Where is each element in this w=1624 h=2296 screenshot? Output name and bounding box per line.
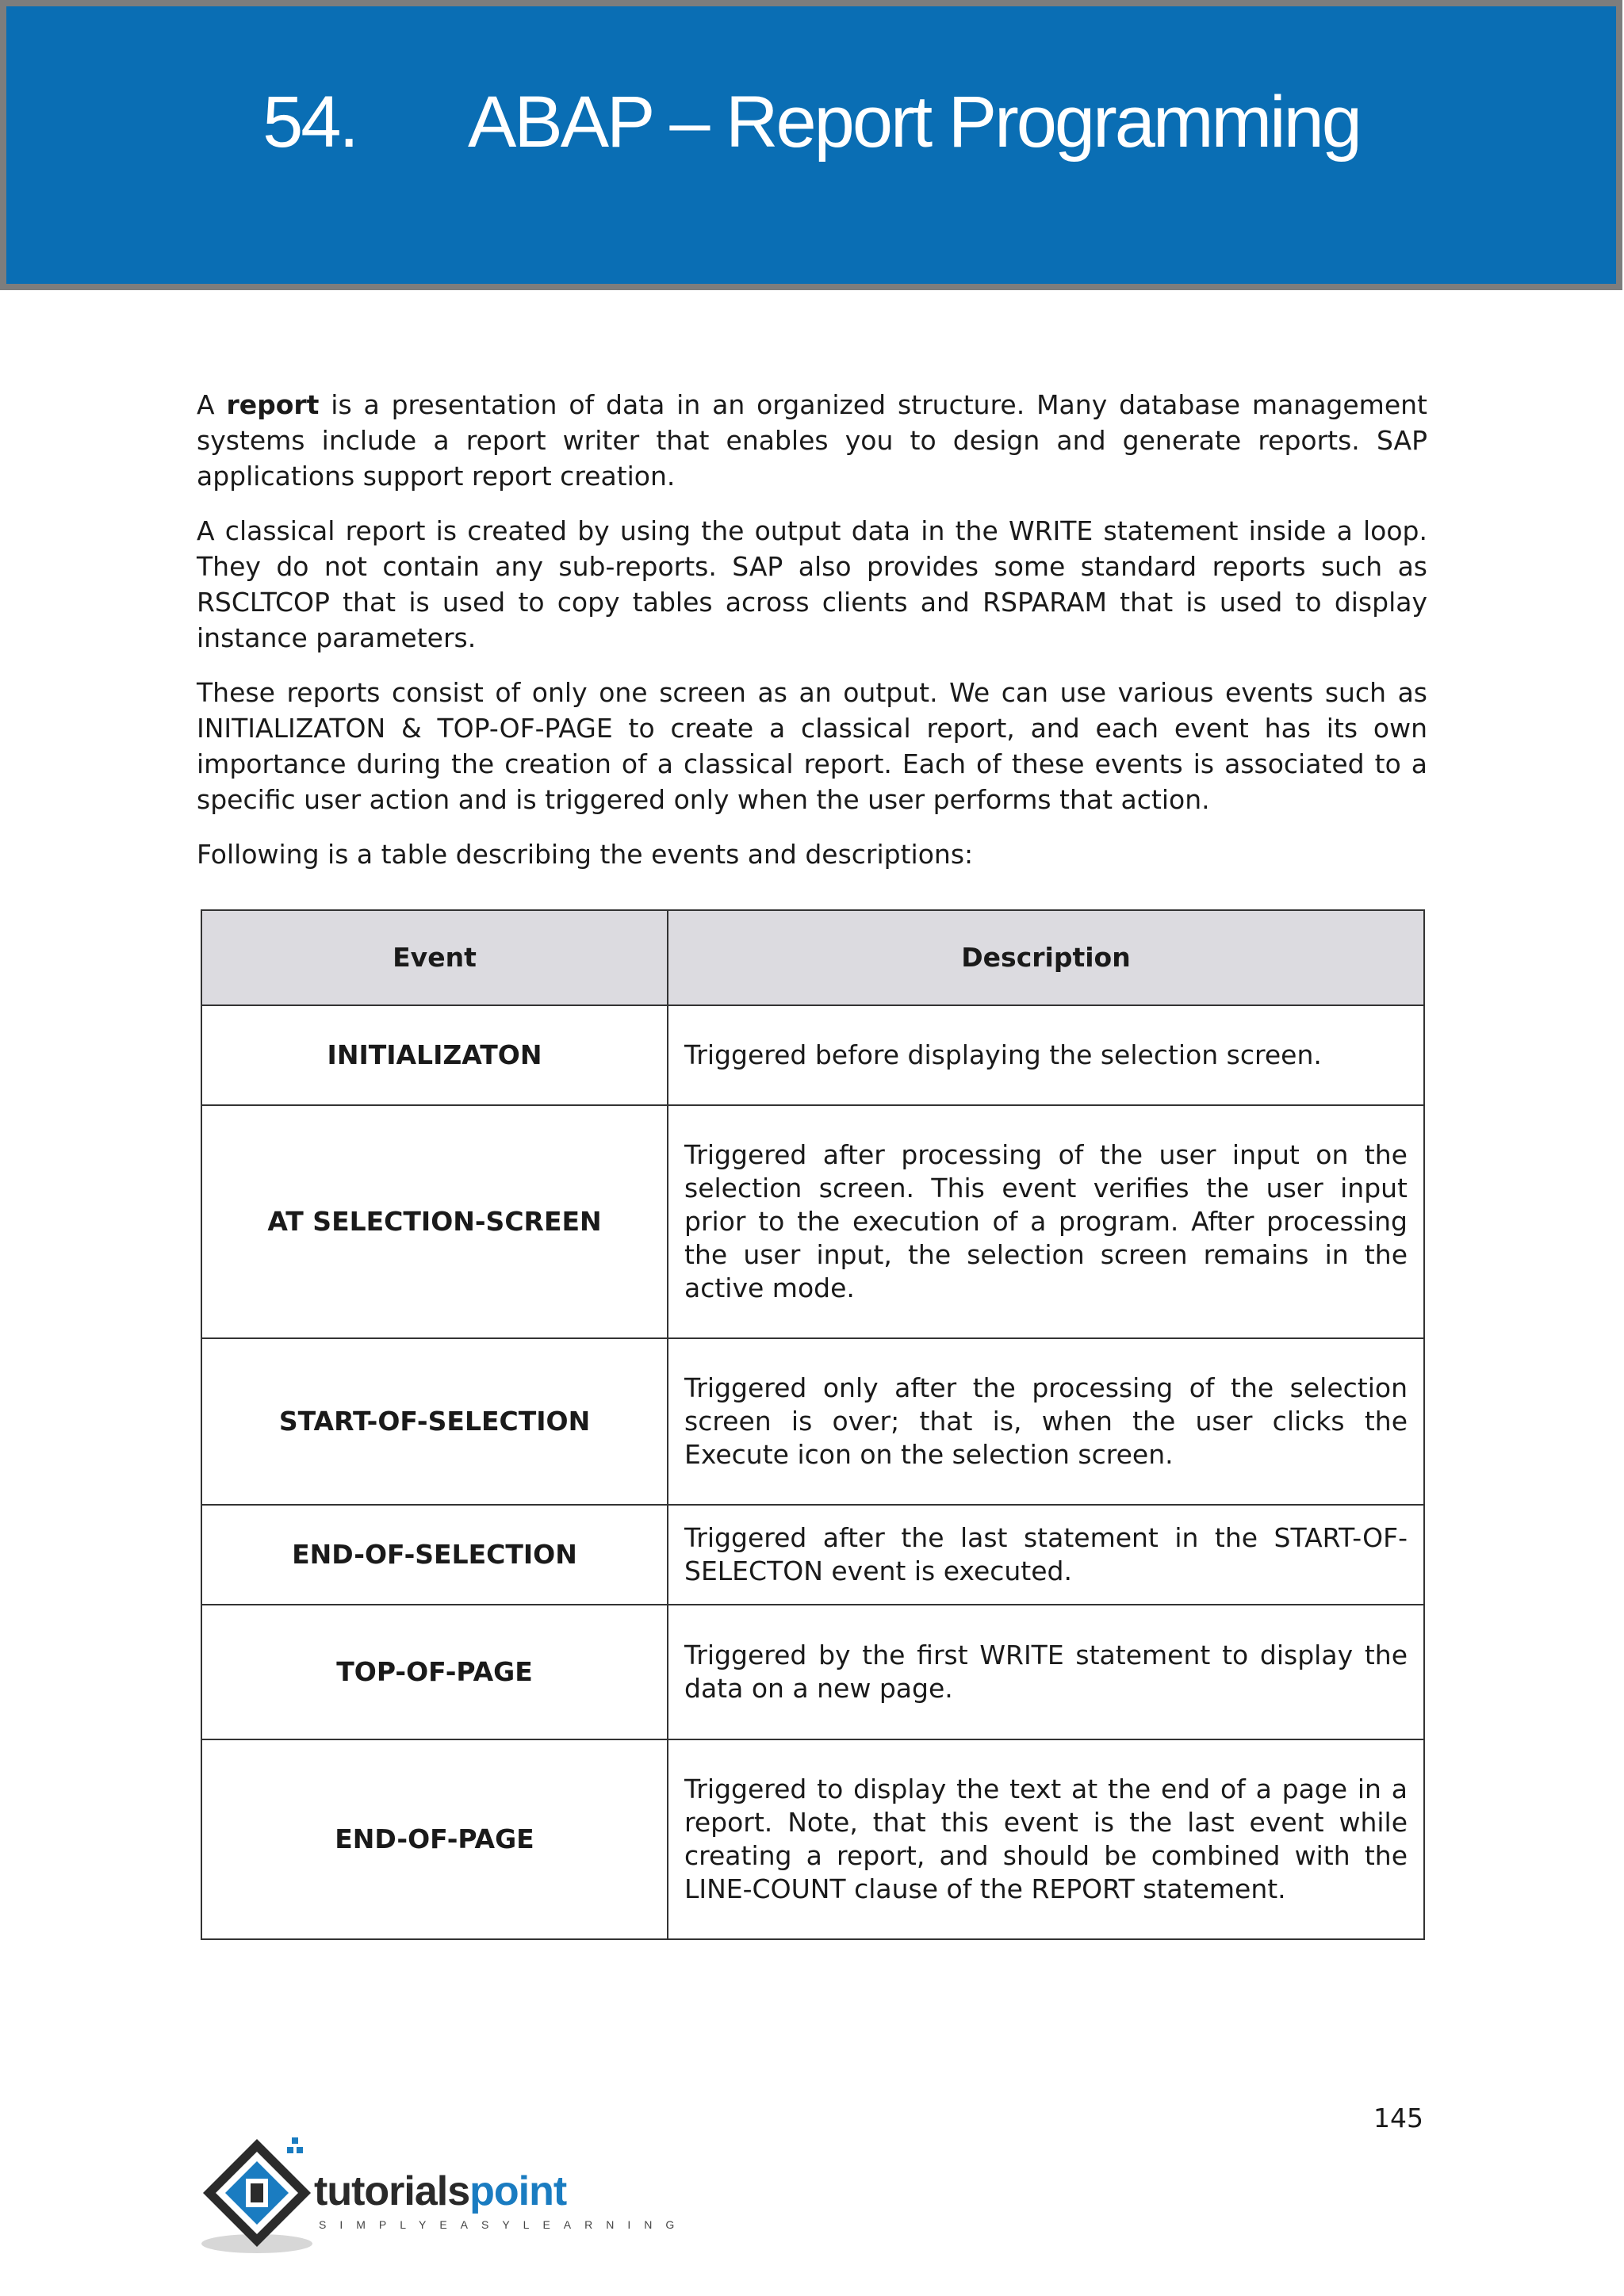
events-table [201, 909, 1425, 1940]
table-row [201, 1338, 1424, 1505]
table-row [201, 1739, 1424, 1939]
table-header-row [201, 910, 1424, 1005]
logo-word-main: tutorials [314, 2168, 470, 2214]
chapter-heading [6, 82, 1616, 163]
intro-paragraph-4: Following is a table describing the events and descriptions: [197, 839, 974, 870]
intro-paragraph-2: A classical report is created by using the output data in the WRITE statement inside a loop. They do not contain any sub-reports. SAP also provides some standard reports such as RSCLTCOP that is used to copy tables across clients and RSPARAM that is used to display instance parameters. [197, 515, 1427, 653]
description-cell: Triggered after the last statement in the START-OF-SELECTON event is executed. [668, 1505, 1424, 1605]
chapter-number: 54. [262, 82, 357, 163]
intro-paragraph-1 [197, 387, 1427, 494]
tutorialspoint-logo [193, 2133, 688, 2260]
intro-content [197, 387, 1427, 891]
description-cell: Triggered only after the processing of the selection screen is over; that is, when the user clicks the Execute icon on the selection screen. [668, 1338, 1424, 1505]
description-cell: Triggered before displaying the selection screen. [668, 1005, 1424, 1105]
description-cell: Triggered after processing of the user input on the selection screen. This event verifies the user input prior to the execution of a program. After processing the user input, the selection screen remains in the active mode. [668, 1105, 1424, 1338]
event-cell: END-OF-PAGE [201, 1739, 668, 1939]
chapter-banner [0, 0, 1622, 290]
intro-p1-bold-term: report [226, 389, 320, 420]
event-cell: START-OF-SELECTION [201, 1338, 668, 1505]
intro-paragraph-3: These reports consist of only one screen as an output. We can use various events such as INITIALIZATON & TOP-OF-PAGE to create a classical report, and each event has its own importance during the creation of a classical report. Each of these events is associated to a specific user action and is triggered only when the user performs that action. [197, 677, 1427, 815]
event-cell: INITIALIZATON [201, 1005, 668, 1105]
event-cell: AT SELECTION-SCREEN [201, 1105, 668, 1338]
column-header-event: Event [201, 910, 668, 1005]
table-row [201, 1505, 1424, 1605]
description-cell: Triggered by the first WRITE statement to display the data on a new page. [668, 1605, 1424, 1739]
table-row [201, 1005, 1424, 1105]
logo-emblem-icon [193, 2133, 320, 2260]
event-cell: TOP-OF-PAGE [201, 1605, 668, 1739]
logo-word-accent: point [469, 2168, 567, 2214]
event-cell: END-OF-SELECTION [201, 1505, 668, 1605]
column-header-description: Description [668, 910, 1424, 1005]
intro-p1-prefix: A [197, 389, 227, 420]
page-number: 145 [1373, 2103, 1423, 2133]
logo-wordmark [314, 2168, 566, 2215]
intro-p1-text: is a presentation of data in an organized structure. Many database management systems include a report writer that enables you to design and generate reports. SAP applications support report creation. [197, 389, 1427, 492]
table-row [201, 1605, 1424, 1739]
logo-tagline: SIMPLYEASYLEARNING [319, 2218, 688, 2231]
table-row [201, 1105, 1424, 1338]
description-cell: Triggered to display the text at the end of a page in a report. Note, that this event is the last event while creating a report, and should be combined with the LINE-COUNT clause of the REPORT statement. [668, 1739, 1424, 1939]
chapter-title: ABAP – Report Programming [467, 82, 1360, 163]
